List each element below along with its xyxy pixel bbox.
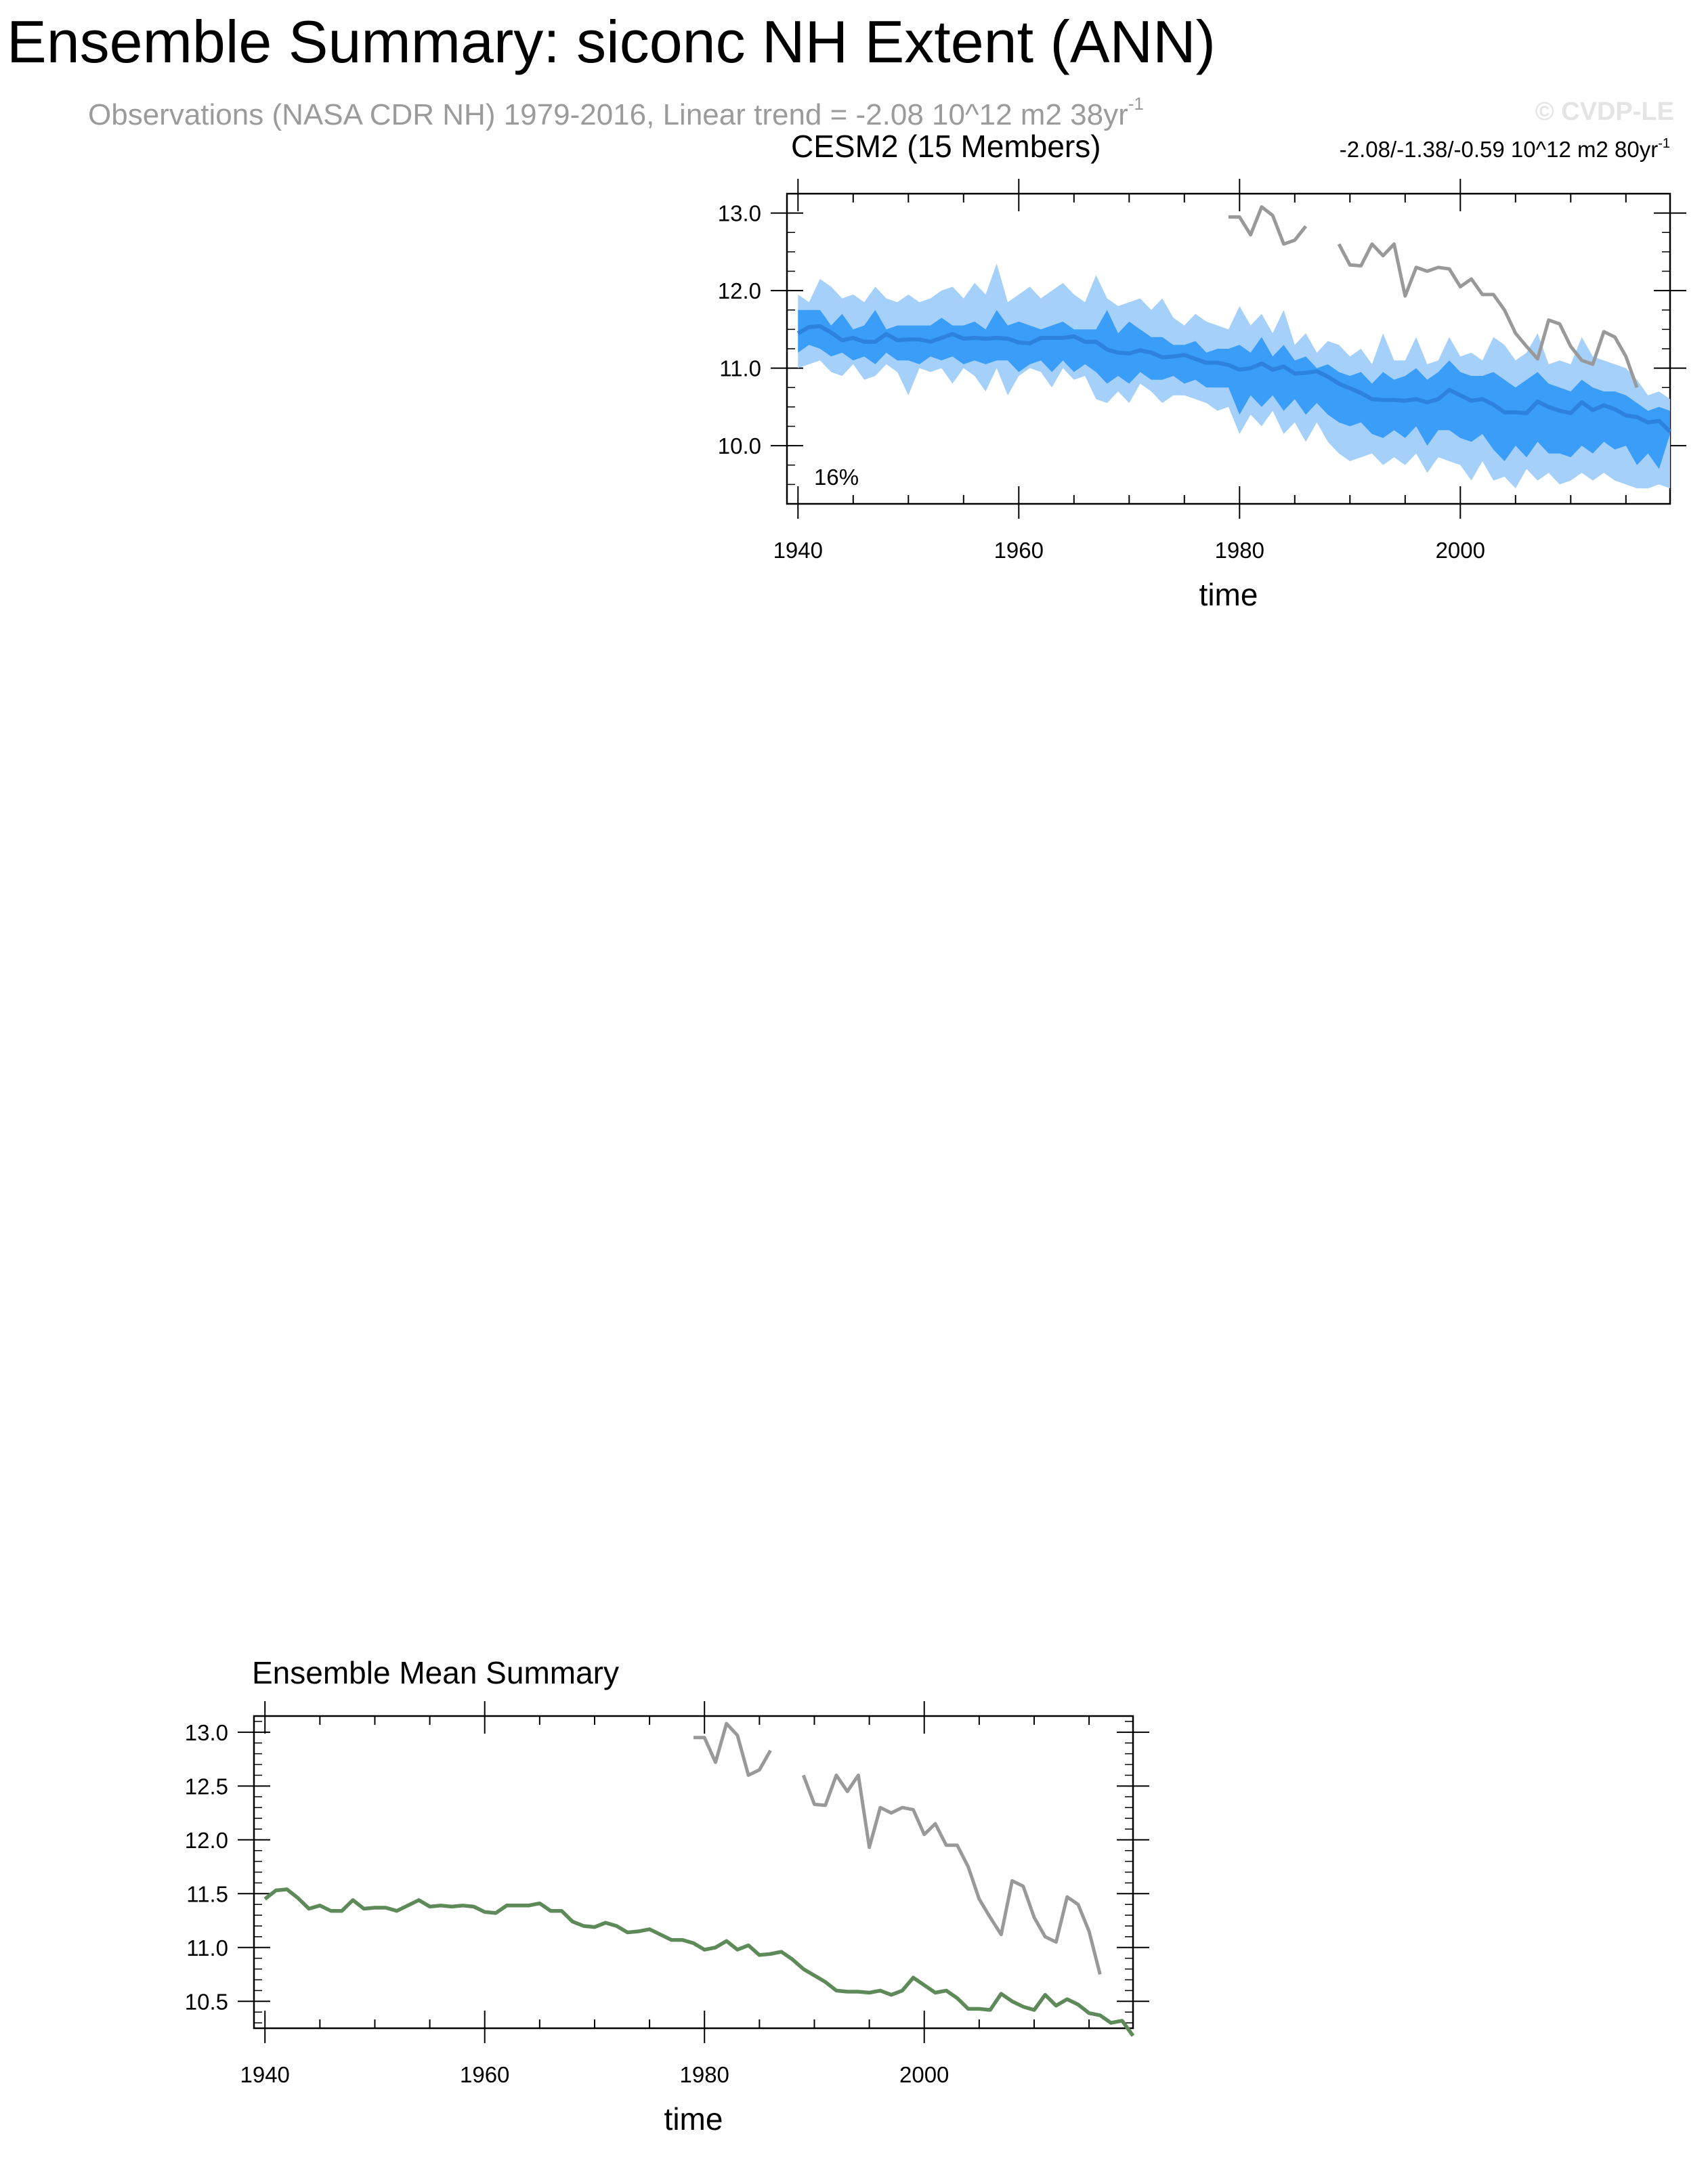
bottom-chart-plot-frame bbox=[254, 1716, 1133, 2028]
trend-label-sup: -1 bbox=[1658, 136, 1670, 151]
ensemble-mean-summary-title: Ensemble Mean Summary bbox=[252, 1655, 619, 1690]
percent-label: 16% bbox=[814, 465, 859, 490]
model-title: CESM2 (15 Members) bbox=[791, 129, 1101, 164]
top-chart-ytick-label: 12.0 bbox=[717, 278, 761, 304]
ensemble-mean-summary-line bbox=[265, 1889, 1133, 2036]
observations-subtitle-text: Observations (NASA CDR NH) 1979-2016, Linear trend = -2.08 10^12 m2 38yr bbox=[88, 98, 1128, 131]
trend-label: -2.08/-1.38/-0.59 10^12 m2 $80yr^{-1}$ bbox=[1339, 136, 1670, 162]
bottom-chart-xtick-label: 1960 bbox=[460, 2062, 510, 2087]
bottom-chart-ytick-label: 11.0 bbox=[186, 1935, 228, 1961]
top-chart-ytick-label: 10.0 bbox=[717, 433, 761, 459]
bottom-chart-ytick-label: 10.5 bbox=[184, 1989, 228, 2015]
top-chart-xaxis-title: time bbox=[1199, 577, 1258, 612]
top-chart-xtick-label: 2000 bbox=[1435, 538, 1486, 563]
bottom-chart-xtick-label: 2000 bbox=[899, 2062, 949, 2087]
observations-summary-line bbox=[693, 1723, 1100, 1974]
copyright-watermark: © CVDP-LE bbox=[1535, 98, 1674, 126]
observations-subtitle-sup: -1 bbox=[1128, 93, 1144, 114]
top-chart-xtick-label: 1960 bbox=[994, 538, 1044, 563]
bottom-chart-xtick-label: 1980 bbox=[679, 2062, 729, 2087]
top-chart-xtick-label: 1980 bbox=[1214, 538, 1265, 563]
bottom-chart-ytick-label: 12.0 bbox=[184, 1827, 228, 1853]
bottom-chart-ytick-label: 11.5 bbox=[186, 1881, 228, 1907]
bottom-chart-ytick-label: 12.5 bbox=[184, 1774, 228, 1799]
bottom-chart-ytick-label: 13.0 bbox=[184, 1719, 228, 1745]
top-chart-xtick-label: 1940 bbox=[773, 538, 824, 563]
bottom-chart-xtick-label: 1940 bbox=[240, 2062, 290, 2087]
page-title: Ensemble Summary: siconc NH Extent (ANN) bbox=[7, 8, 1216, 75]
top-chart-ytick-label: 11.0 bbox=[719, 356, 761, 381]
bottom-chart-xaxis-title: time bbox=[664, 2101, 723, 2137]
top-chart-ytick-label: 13.0 bbox=[717, 200, 761, 226]
